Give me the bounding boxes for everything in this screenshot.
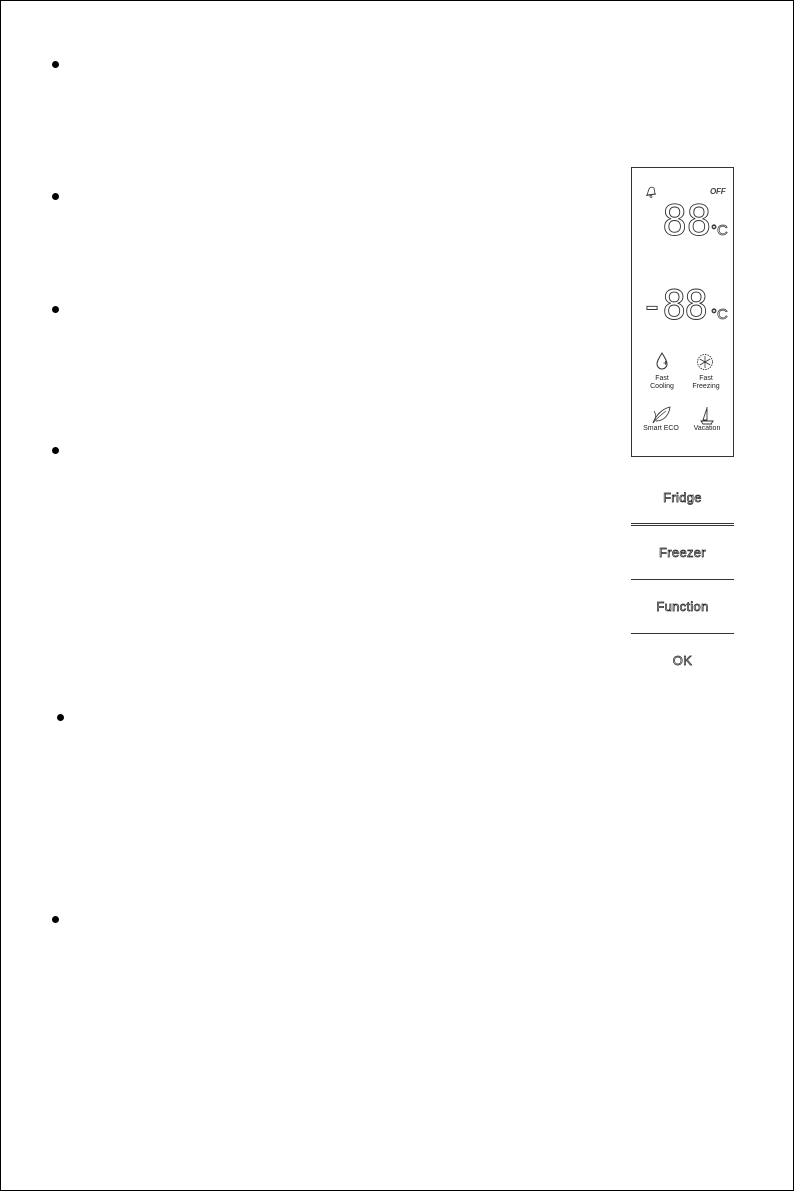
freezer-unit: °C xyxy=(711,306,728,323)
display-panel xyxy=(631,167,734,457)
off-indicator: OFF xyxy=(710,187,726,196)
freezer-temperature-display xyxy=(638,282,734,324)
fast-freezing-label: Fast Freezing xyxy=(692,375,720,390)
smart-eco-label: Smart ECO xyxy=(643,425,679,432)
ok-button[interactable]: OK xyxy=(672,653,693,668)
fast-cooling-icon xyxy=(654,352,670,370)
fast-cooling-label: Fast Cooling xyxy=(650,375,674,390)
vacation-label: Vacation xyxy=(693,425,721,432)
bullet-2 xyxy=(52,193,59,200)
bullet-1 xyxy=(52,61,59,68)
fridge-temperature-display xyxy=(660,199,734,239)
fridge-temperature-digits: 88 xyxy=(662,199,711,239)
fridge-unit: °C xyxy=(711,222,728,239)
bullet-6 xyxy=(52,916,59,923)
bullet-4 xyxy=(52,447,59,454)
bullet-3 xyxy=(52,306,59,313)
alarm-icon xyxy=(644,186,658,198)
bullet-5 xyxy=(57,714,64,721)
fridge-button[interactable]: Fridge xyxy=(663,490,702,505)
freezer-temperature-digits: -88 xyxy=(640,283,707,324)
function-button[interactable]: Function xyxy=(656,599,709,614)
divider xyxy=(631,523,734,524)
freezer-button[interactable]: Freezer xyxy=(659,545,706,560)
fast-freezing-icon xyxy=(696,353,714,371)
vacation-icon xyxy=(700,406,714,425)
smart-eco-icon xyxy=(650,405,672,425)
